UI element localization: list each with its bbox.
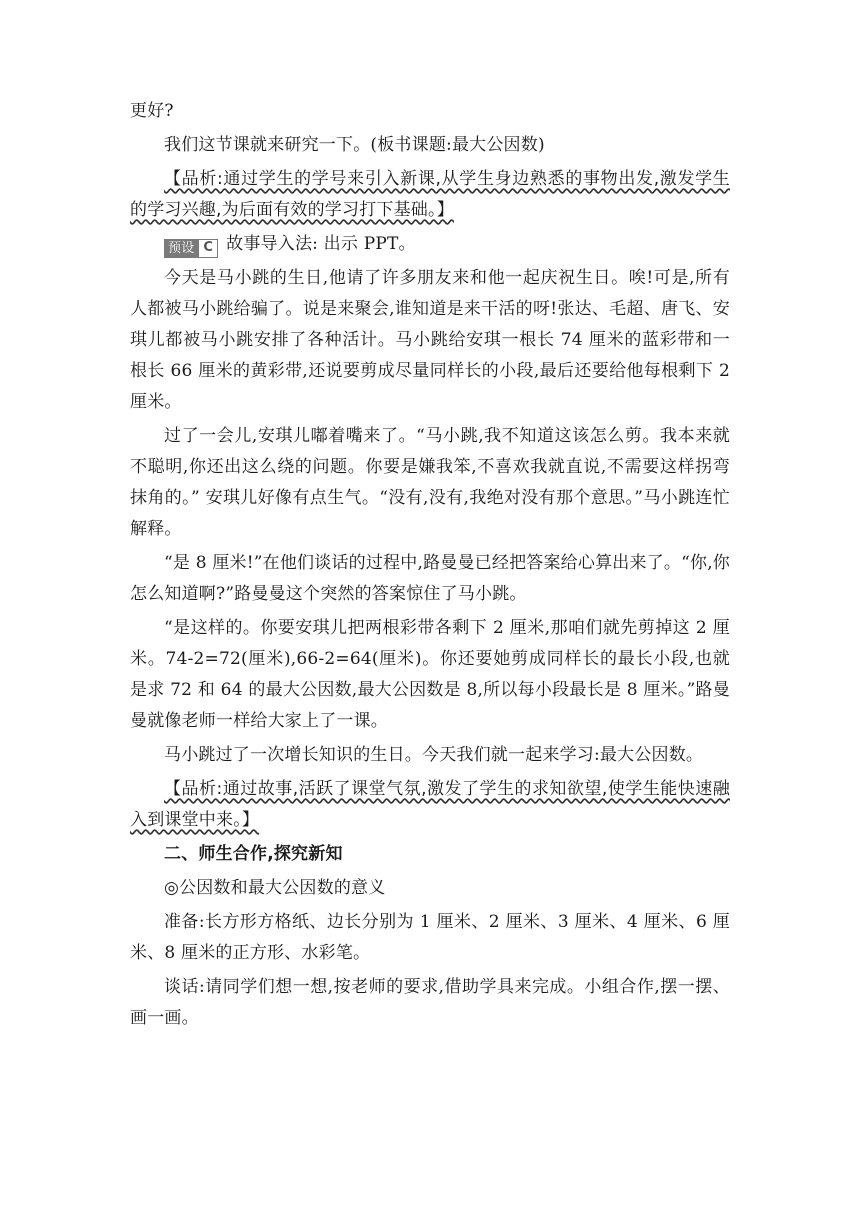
analysis-comment-2-text: 【品析:通过故事,活跃了课堂气氛,激发了学生的求知欲望,使学生能快速融入到课堂中来。】	[130, 779, 730, 830]
preset-badge-letter: C	[198, 239, 218, 258]
paragraph-continuation: 更好?	[130, 101, 174, 121]
paragraph-topic: 我们这节课就来研究一下。(板书课题:最大公因数)	[164, 135, 545, 155]
preset-c-line	[130, 229, 730, 260]
preset-c-text: 故事导入法: 出示 PPT。	[226, 234, 416, 254]
analysis-comment-2	[130, 774, 730, 836]
analysis-comment-1	[130, 164, 730, 226]
document-page	[130, 96, 730, 1034]
story-paragraph-4: “是这样的。你要安琪儿把两根彩带各剩下 2 厘米,那咱们就先剪掉这 2 厘米。74-2=72(厘米),66-2=64(厘米)。你还要她剪成同样长的最长小段,也就是求 72 和 64 的最大公因数,最大公因数是 8,所以每小段最长是 8 厘米。”路曼曼就像老师一样给大家上了一课。	[130, 618, 730, 731]
talk-paragraph: 谈话:请同学们想一想,按老师的要求,借助学具来完成。小组合作,摆一摆、画一画。	[130, 977, 730, 1028]
preset-c-badge	[164, 239, 218, 258]
story-paragraph-5: 马小跳过了一次增长知识的生日。今天我们就一起来学习:最大公因数。	[164, 745, 704, 765]
story-paragraph-2: 过了一会儿,安琪儿嘟着嘴来了。“马小跳,我不知道这该怎么剪。我本来就不聪明,你还出这么绕的问题。你要是嫌我笨,不喜欢我就直说,不需要这样拐弯抹角的。” 安琪儿好像有点生气。“没有,没有,我绝对没有那个意思。”马小跳连忙解释。	[130, 426, 730, 539]
section-heading: 二、师生合作,探究新知	[164, 844, 343, 864]
subsection-title: ◎公因数和最大公因数的意义	[164, 878, 386, 898]
preset-badge-label: 预设	[164, 239, 198, 258]
analysis-comment-1-text: 【品析:通过学生的学号来引入新课,从学生身边熟悉的事物出发,激发学生的学习兴趣,为后面有效的学习打下基础。】	[130, 169, 730, 220]
story-paragraph-3: “是 8 厘米!”在他们谈话的过程中,路曼曼已经把答案给心算出来了。“你,你怎么知道啊?”路曼曼这个突然的答案惊住了马小跳。	[130, 553, 730, 604]
preparation-paragraph: 准备:长方形方格纸、边长分别为 1 厘米、2 厘米、3 厘米、4 厘米、6 厘米、8 厘米的正方形、水彩笔。	[130, 912, 730, 963]
story-paragraph-1: 今天是马小跳的生日,他请了许多朋友来和他一起庆祝生日。唉!可是,所有人都被马小跳给骗了。说是来聚会,谁知道是来干活的呀!张达、毛超、唐飞、安琪儿都被马小跳安排了各种活计。马小跳给安琪一根长 74 厘米的蓝彩带和一根长 66 厘米的黄彩带,还说要剪成尽量同样长的小段,最后还要给他每根剩下 2 厘米。	[130, 268, 730, 412]
